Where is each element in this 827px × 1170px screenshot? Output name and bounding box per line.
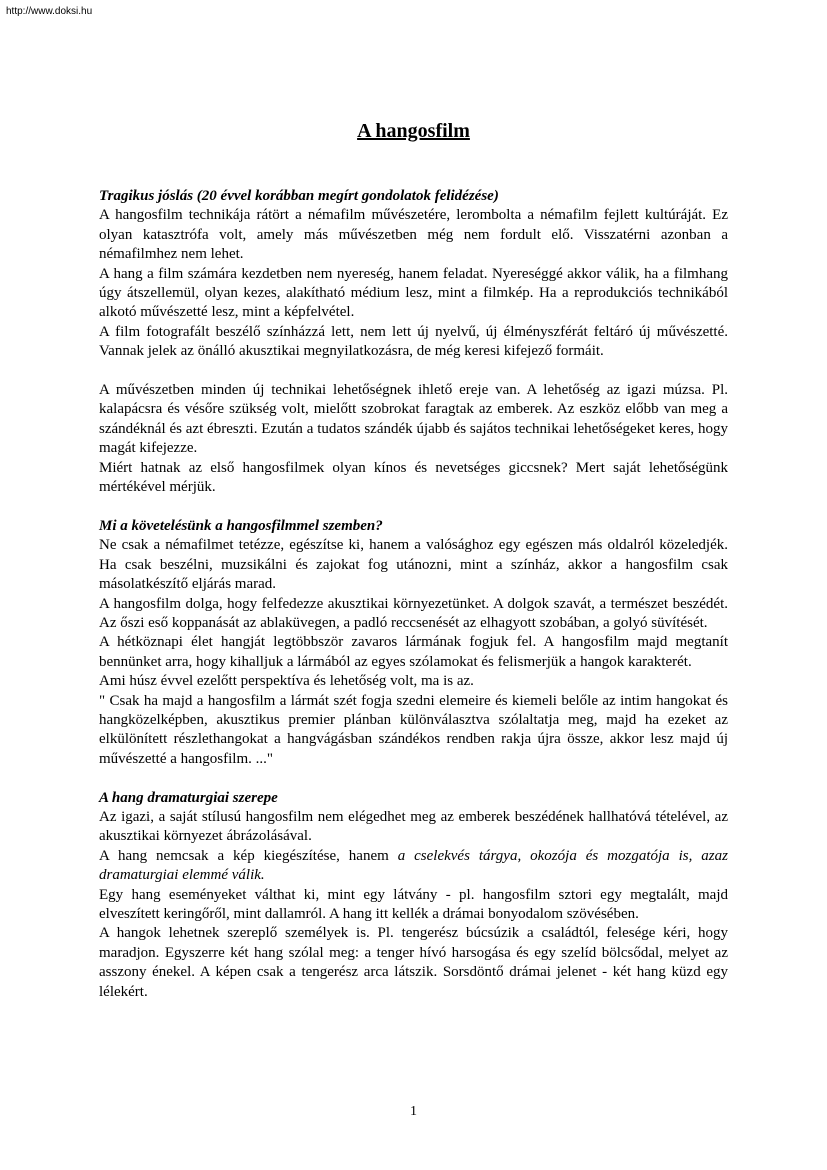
page-title: A hangosfilm (357, 120, 470, 142)
paragraph: A hang a film számára kezdetben nem nyereség, hanem feladat. Nyereséggé akkor válik, ha a filmhang úgy átszellemül, olyan kezes, alakítható médium lesz, mint a filmkép. Ha a reprodukciós technikából alkotó művészetté lesz, mint a képfelvétel. (99, 265, 728, 321)
paragraph: Ne csak a némafilmet tetézze, egészítse ki, hanem a valósághoz egy egészen más oldalról közeledjék. Ha csak beszélni, muzsikálni és zajokat fog utánozni, mint a színház, akkor a hangosfilm csak másolatkészítő eljárás marad. (99, 537, 728, 593)
paragraph: Ami húsz évvel ezelőtt perspektíva és lehetőség volt, ma is az. (99, 673, 474, 690)
paragraph-spacer (99, 362, 728, 381)
paragraph: A művészetben minden új technikai lehetőségnek ihlető ereje van. A lehetőség az igazi múzsa. Pl. kalapácsra és vésőre szükség volt, mielőtt szobrokat faragtak az emberek. Az eszköz előbb van meg a szándéknál és azt ébreszti. Ezután a tudatos szándék újabb és sajátos technikai lehetőségeket keres, hogy magát kifejezze. (99, 382, 728, 457)
page-number: 1 (410, 1104, 417, 1119)
paragraph: A hangok lehetnek szereplő személyek is. Pl. tengerész búcsúzik a családtól, felesége kéri, hogy maradjon. Egyszerre két hang szólal meg: a tenger hívó harsogása és egy szelíd bölcsődal, melyet az asszony énekel. A képen csak a tengerész arca látszik. Sorsdöntő drámai jelenet - két hang küzd egy lélekért. (99, 925, 728, 1000)
paragraph: Egy hang eseményeket válthat ki, mint egy látvány - pl. hangosfilm sztori egy megtalált, majd elveszített keringőről, mint dallamról. A hang itt kellék a drámai bonyodalom szövésében. (99, 886, 728, 922)
paragraph-spacer (99, 769, 728, 788)
paragraph: A hangosfilm technikája rátört a némafilm művészetére, lerombolta a némafilm fejlett kultúráját. Ez olyan katasztrófa volt, amely más művészetben még nem fordult elő. Visszatérni azonban a némafilmhez nem lehet. (99, 207, 728, 263)
source-url[interactable]: http://www.doksi.hu (6, 6, 93, 17)
paragraph: A film fotografált beszélő színházzá lett, nem lett új nyelvű, új élményszférát feltáró új művészetté. Vannak jelek az önálló akusztikai megnyilatkozásra, de még keresi kifejező formáit. (99, 323, 728, 360)
paragraph: A hangosfilm dolga, hogy felfedezze akusztikai környezetünket. A dolgok szavát, a természet beszédét. Az őszi eső koppanását az ablaküvegen, a padló reccsenését az elhagyott szobában, a golyó süvítését. (99, 595, 728, 631)
paragraph: Miért hatnak az első hangosfilmek olyan kínos és nevetséges giccsnek? Mert saját lehetőségünk mértékével mérjük. (99, 459, 728, 496)
paragraph: A hétköznapi élet hangját legtöbbször zavaros lármának fogjuk fel. A hangosfilm majd megtanít bennünket arra, hogy kihalljuk a lármából az egyes szólamokat és felismerjük a hangok karakterét. (99, 634, 728, 670)
paragraph-text: A hang nemcsak a kép kiegészítése, hanem (99, 847, 398, 864)
section-heading-tragic-prophecy: Tragikus jóslás (20 évvel korábban megírt gondolatok felidézése) (99, 188, 499, 204)
paragraph-spacer (99, 497, 728, 516)
quote-paragraph: " Csak ha majd a hangosfilm a lármát szét fogja szedni elemeire és kiemeli belőle az intim hangokat és hangközelképben, akusztikus premier plánban különválasztva szólaltatja meg, majd ha ezeket az elkülönített részlethangokat a hangvágásban szándékos rendben rakja újra össze, akkor lesz majd új művészetté a hangosfilm. ..." (99, 692, 728, 767)
paragraph (99, 847, 728, 886)
section-heading-dramaturgy: A hang dramaturgiai szerepe (99, 789, 278, 806)
paragraph: Az igazi, a saját stílusú hangosfilm nem elégedhet meg az emberek beszédének hallhatóvá tételével, az akusztikai környezet ábrázolásával. (99, 808, 728, 845)
document-body (99, 187, 728, 1002)
emphasized-text: a cselekvés tárgya, okozója és mozgatója is, azaz dramaturgiai elemmé válik. (99, 847, 728, 884)
section-heading-demands: Mi a követelésünk a hangosfilmmel szemben? (99, 517, 383, 534)
